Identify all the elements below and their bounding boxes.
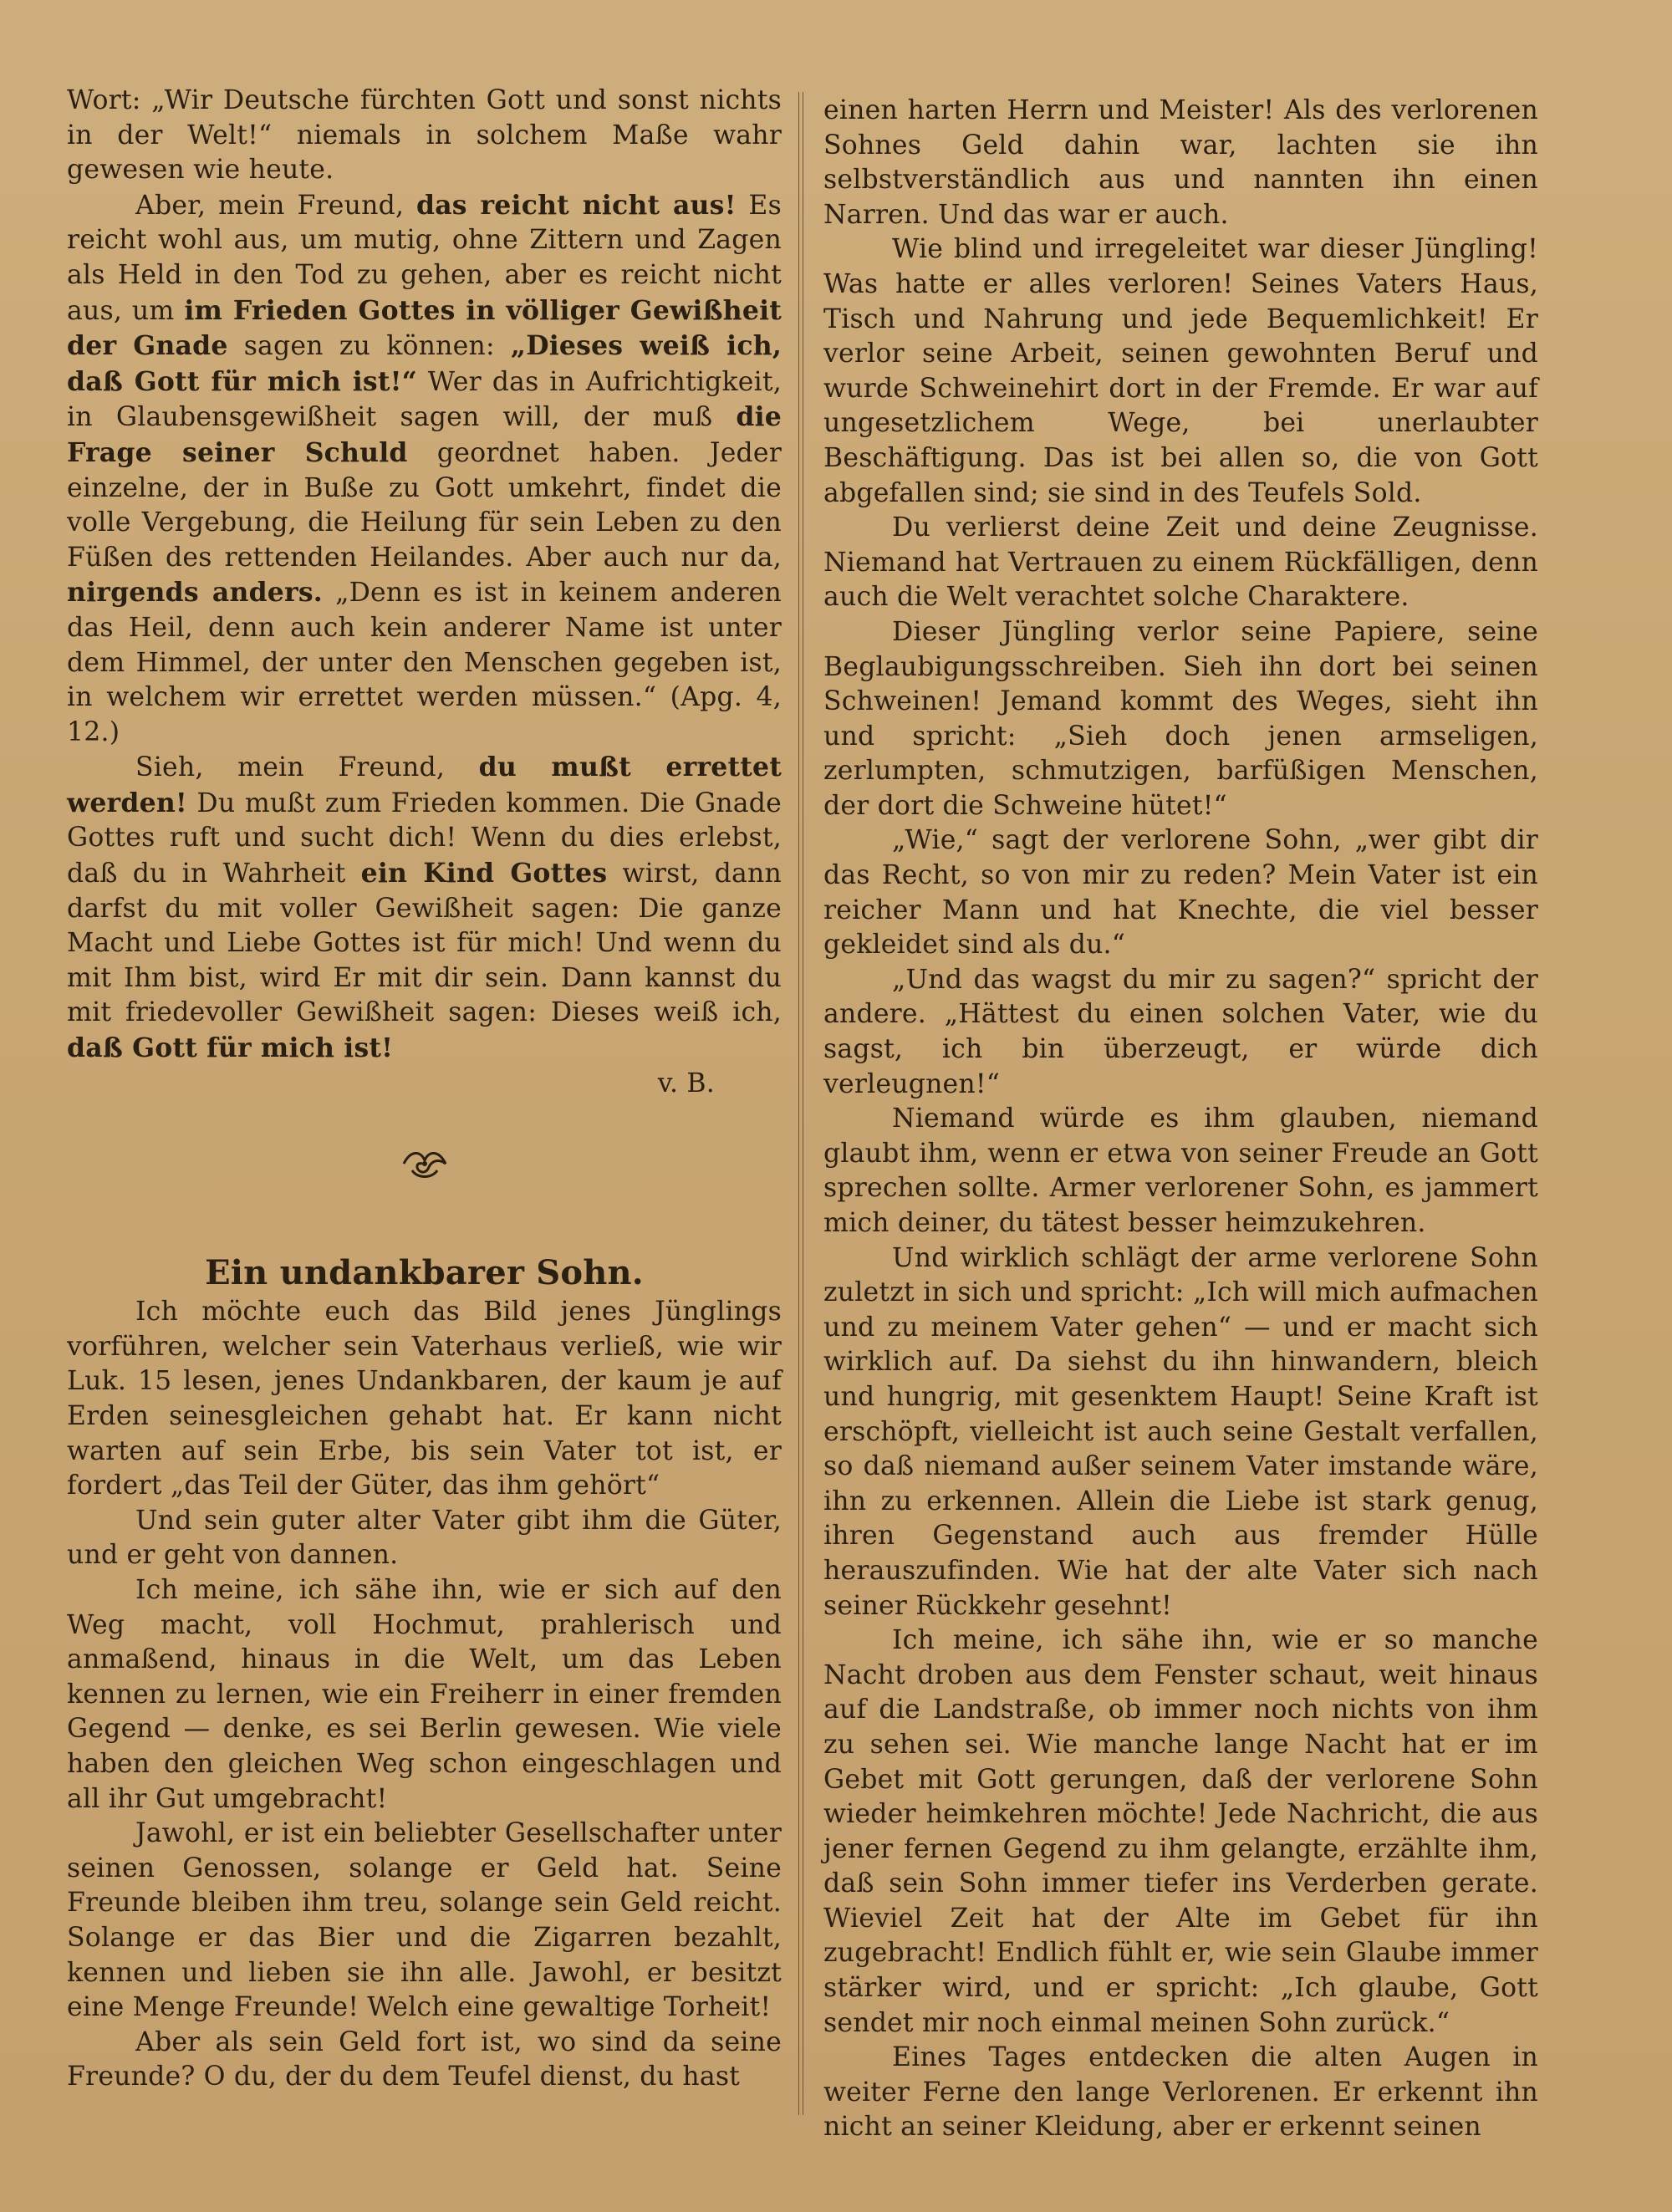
paragraph-father-waits: Ich meine, ich sähe ihn, wie er so manche Nacht droben aus dem Fenster schaut, weit hinaus auf die Landstraße, ob immer noch nichts von ihm zu sehen sei. Wie manche lange Nacht hat er im Gebet mit Gott gerungen, daß der verlorene Sohn wieder heimkehren möchte! Jede Nachricht, die aus jener fernen Gegend zu ihm gelangte, erzählte ihm, daß sein Sohn immer tiefer ins Verderben gerate. Wieviel Zeit hat der Alte im Gebet für ihn zugebracht! Endlich fühlt er, wie sein Glaube immer stärker wird, und er spricht: „Ich glaube, Gott sendet mir noch einmal meinen Sohn zurück.“ [823, 1625, 1538, 2038]
fleuron-ornament-icon [67, 1143, 782, 1193]
emphasis-text: daß Gott für mich ist! [67, 1032, 394, 1064]
emphasis-text: ein Kind Gottes [360, 858, 608, 889]
paragraph-one-day: Eines Tages entdecken die alten Augen in weiter Ferne den lange Verlorenen. Er erkennt ihn nicht an seiner Kleidung, aber er erkennt seinen [823, 2042, 1538, 2143]
paragraph-dare-say: „Und das wagst du mir zu sagen?“ spricht der andere. „Hättest du einen solchen Vater, wie du sagst, ich bin überzeugt, er würde dich verleugnen!“ [823, 964, 1538, 1099]
paragraph-story-opening: Ich möchte euch das Bild jenes Jünglings vorführen, welcher sein Vaterhaus verließ, wie wir Luk. 15 lesen, jenes Undankbaren, der kaum je auf Erden seinesgleichen gehabt hat. Er kann nicht warten auf sein Erbe, bis sein Vater tot ist, er fordert „das Teil der Güter, das ihm gehört“ [67, 1297, 782, 1501]
text-run: Es reicht wohl aus, um mutig, ohne Zittern und Zagen als Held in den Tod zu gehen, aber es reicht nicht aus, um [67, 190, 782, 326]
text-run: Wer das in Aufrichtigkeit, in Glaubensgewißheit sagen will, der muß [67, 366, 782, 433]
author-signature: v. B. [657, 1068, 715, 1098]
paragraph-papers-lost: Dieser Jüngling verlor seine Papiere, seine Beglaubigungsschreiben. Sieh ihn dort bei seinen Schweinen! Jemand kommt des Weges, sieht ihn und spricht: „Sieh doch jenen armseligen, zerlumpten, schmutzigen, barfüßigen Menschen, der dort die Schweine hütet!“ [823, 616, 1538, 821]
paragraph-must-be-saved [67, 750, 782, 1066]
text-run: sagen zu können: [227, 331, 511, 362]
emphasis-text: die Frage seiner Schuld [67, 401, 782, 468]
emphasis-text: du mußt errettet werden! [67, 752, 782, 818]
paragraph-who-gives-right: „Wie,“ sagt der verlorene Sohn, „wer gibt dir das Recht, so von mir zu reden? Mein Vater ist ein reicher Mann und hat Knechte, die viel besser gekleidet sind als du.“ [823, 825, 1538, 961]
paragraph-how-blind: Wie blind und irregeleitet war dieser Jüngling! Was hatte er alles verloren! Seines Vaters Haus, Tisch und Nahrung und jede Bequemlichkeit! Er verlor seine Arbeit, seinen gewohnten Beruf und wurde Schweinehirt dort in der Fremde. Er war auf ungesetzlichem Wege, bei unerlaubter Beschäftigung. Das ist bei allen so, die von Gott abgefallen sind; sie sind in des Teufels Sold. [823, 234, 1538, 508]
emphasis-text: „Dieses weiß ich, daß Gott für mich ist!“ [67, 330, 782, 397]
left-column [67, 84, 782, 2095]
text-run: Du mußt zum Frieden kommen. Die Gnade Gottes ruft und sucht dich! Wenn du dies erlebst, daß du in Wahrheit [67, 787, 782, 889]
paragraph-father-gives: Und sein guter alter Vater gibt ihm die Güter, und er geht von dannen. [67, 1505, 782, 1571]
paragraph-intro-continuation: Wort: „Wir Deutsche fürchten Gott und sonst nichts in der Welt!“ niemals in solchem Maße wahr gewesen wie heute. [67, 85, 782, 186]
text-run: Aber, mein Freund, [135, 190, 416, 221]
paragraph-money-gone: Aber als sein Geld fort ist, wo sind da seine Freunde? O du, der du dem Teufel dienst, du hast [67, 2026, 782, 2092]
text-run: „Denn es ist in keinem anderen das Heil, denn auch kein anderer Name ist unter dem Himmel, der unter den Menschen gegeben ist, in welchem wir errettet werden müssen.“ (Apg. 4, 12.) [67, 578, 782, 747]
paragraph-returns-home: Und wirklich schlägt der arme verlorene Sohn zuletzt in sich und spricht: „Ich will mich aufmachen und zu meinem Vater gehen“ — und er macht sich wirklich auf. Da siehst du ihn hinwandern, bleich und hungrig, mit gesenktem Haupt! Seine Kraft ist erschöpft, vielleicht ist auch seine Gestalt verfallen, so daß niemand außer seinem Vater imstande wäre, ihn zu erkennen. Allein die Liebe ist stark genug, ihren Gegenstand auch aus fremder Hülle herauszufinden. Wie hat der alte Vater sich nach seiner Rückkehr gesehnt! [823, 1242, 1538, 1621]
paragraph-lose-time: Du verlierst deine Zeit und deine Zeugnisse. Niemand hat Vertrauen zu einem Rückfälligen, denn auch die Welt verachtet solche Charaktere. [823, 512, 1538, 613]
emphasis-text: nirgends anders. [67, 577, 323, 609]
right-column [823, 94, 1538, 2145]
paragraph-nobody-believes: Niemand würde es ihm glauben, niemand glaubt ihm, wenn er etwa von seiner Freude an Gott sprechen sollte. Armer verlorener Sohn, es jammert mich deiner, du tätest besser heimzukehren. [823, 1103, 1538, 1238]
text-run: Sieh, mein Freund, [135, 752, 479, 783]
emphasis-text: im Frieden Gottes in völliger Gewißheit der Gnade [67, 294, 782, 362]
text-run: geordnet haben. Jeder einzelne, der in Buße zu Gott umkehrt, findet die volle Vergebung, die Heilung für sein Leben zu den Füßen des rettenden Heilandes. Aber auch nur da, [67, 437, 782, 573]
text-run: wirst, dann darfst du mit voller Gewißheit sagen: Die ganze Macht und Liebe Gottes ist für mich! Und wenn du mit Ihm bist, wird Er mit dir sein. Dann kannst du mit friedevoller Gewißheit sagen: Dieses weiß ich, [67, 859, 782, 1028]
emphasis-text: das reicht nicht aus! [415, 189, 737, 221]
column-divider [798, 92, 803, 2115]
paragraph-not-enough [67, 188, 782, 751]
article-heading: Ein undankbarer Sohn. [205, 1253, 644, 1293]
paragraph-sets-out: Ich meine, ich sähe ihn, wie er sich auf den Weg macht, voll Hochmut, prahlerisch und anmaßend, hinaus in die Welt, um das Leben kennen zu lernen, wie ein Freiherr in einer fremden Gegend — denke, es sei Berlin gewesen. Wie viele haben den gleichen Weg schon eingeschlagen und all ihr Gut umgebracht! [67, 1574, 782, 1814]
paragraph-friends: Jawohl, er ist ein beliebter Gesellschafter unter seinen Genossen, solange er Geld hat. Seine Freunde bleiben ihm treu, solange sein Geld reicht. Solange er das Bier und die Zigarren bezahlt, kennen und lieben sie ihn alle. Jawohl, er besitzt eine Menge Freunde! Welch eine gewaltige Torheit! [67, 1818, 782, 2023]
paragraph-hard-master: einen harten Herrn und Meister! Als des verlorenen Sohnes Geld dahin war, lachten sie ihn selbstverständlich aus und nannten ihn einen Narren. Und das war er auch. [823, 95, 1538, 230]
